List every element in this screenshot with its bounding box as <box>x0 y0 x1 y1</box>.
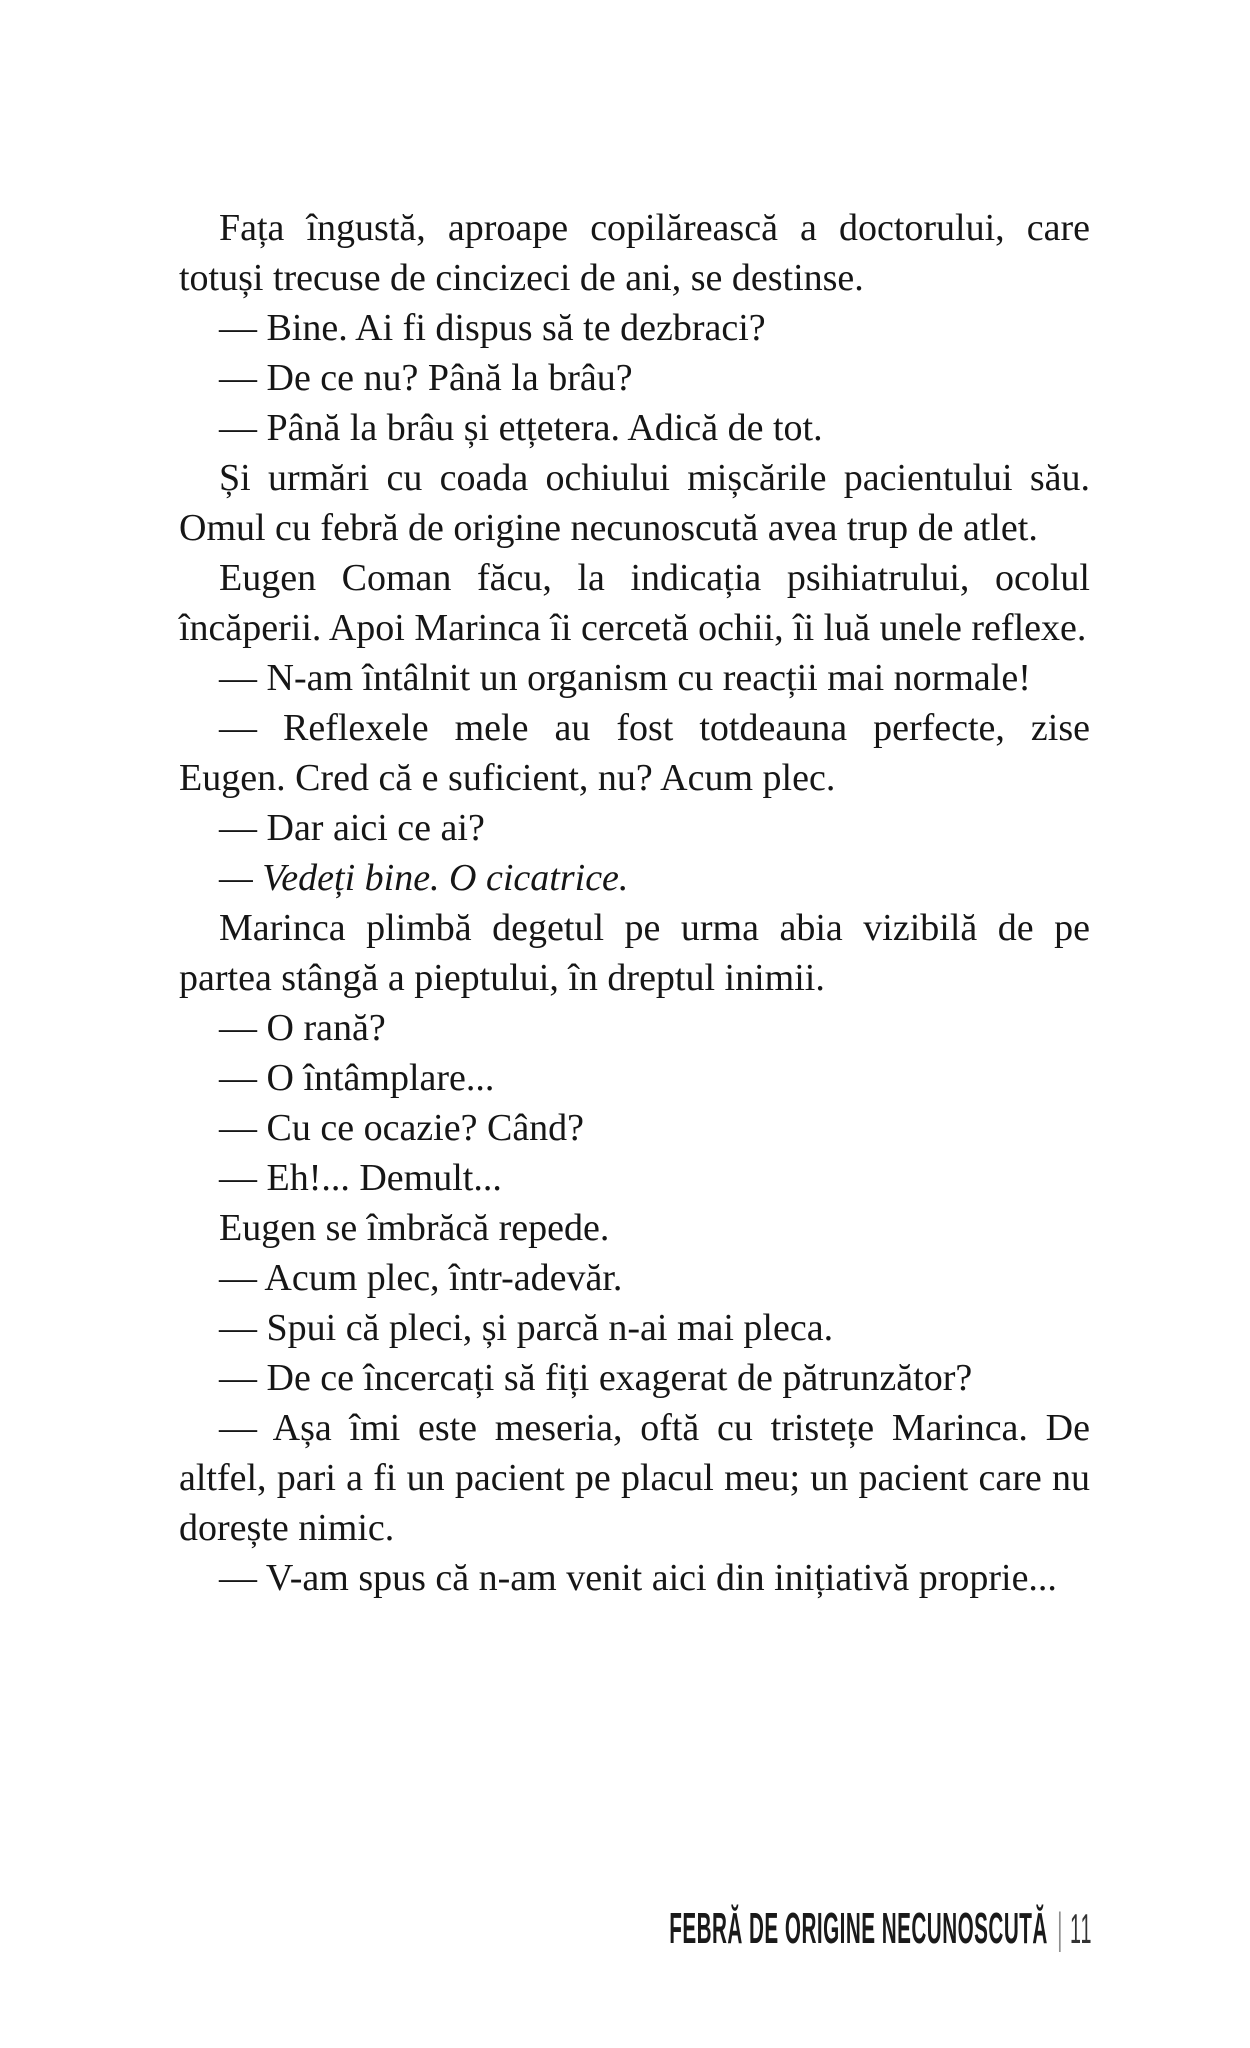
text-paragraph: — Cu ce ocazie? Când? <box>219 1107 585 1149</box>
page-footer <box>669 1904 1092 1954</box>
footer-separator: | <box>1056 1904 1063 1953</box>
text-paragraph: Fața îngustă, aproape copilărească a doctorului, care totuși trecuse de cincizeci de ani, se destinse. <box>179 207 1090 299</box>
text-paragraph: — Până la brâu și etțetera. Adică de tot. <box>219 407 823 449</box>
running-title: FEBRĂ DE ORIGINE NECUNOSCUTĂ <box>668 1904 1048 1953</box>
page-text-block <box>179 203 1090 1603</box>
text-paragraph: — N-am întâlnit un organism cu reacții mai normale! <box>219 657 1031 699</box>
text-paragraph: Eugen Coman făcu, la indicația psihiatrului, ocolul încăperii. Apoi Marinca îi cercetă ochii, îi luă unele reflexe. <box>179 557 1090 649</box>
text-paragraph: — O rană? <box>219 1007 386 1049</box>
text-paragraph: — O întâmplare... <box>219 1057 495 1099</box>
text-paragraph: — Spui că pleci, și parcă n-ai mai pleca. <box>219 1307 834 1349</box>
text-paragraph: — Vedeți bine. O cicatrice. <box>219 857 629 899</box>
text-paragraph: Marinca plimbă degetul pe urma abia vizibilă de pe partea stângă a pieptului, în dreptul inimii. <box>179 907 1090 999</box>
text-paragraph: — Așa îmi este meseria, oftă cu tristețe Marinca. De altfel, pari a fi un pacient pe placul meu; un pacient care nu dorește nimic. <box>179 1407 1090 1549</box>
text-paragraph: — De ce nu? Până la brâu? <box>219 357 633 399</box>
text-paragraph: — V-am spus că n-am venit aici din inițiativă proprie... <box>219 1557 1057 1599</box>
page-number: 11 <box>1069 1905 1092 1952</box>
text-paragraph: Și urmări cu coada ochiului mișcările pacientului său. Omul cu febră de origine necunoscută avea trup de atlet. <box>179 457 1090 549</box>
text-paragraph: — Bine. Ai fi dispus să te dezbraci? <box>219 307 766 349</box>
text-paragraph: Eugen se îmbrăcă repede. <box>219 1207 610 1249</box>
text-paragraph: — Acum plec, într-adevăr. <box>219 1257 623 1299</box>
text-paragraph: — Dar aici ce ai? <box>219 807 485 849</box>
text-paragraph: — Eh!... Demult... <box>219 1157 502 1199</box>
text-paragraph: — De ce încercați să fiți exagerat de pătrunzător? <box>219 1357 973 1399</box>
text-paragraph: — Reflexele mele au fost totdeauna perfecte, zise Eugen. Cred că e suficient, nu? Acum plec. <box>179 707 1090 799</box>
